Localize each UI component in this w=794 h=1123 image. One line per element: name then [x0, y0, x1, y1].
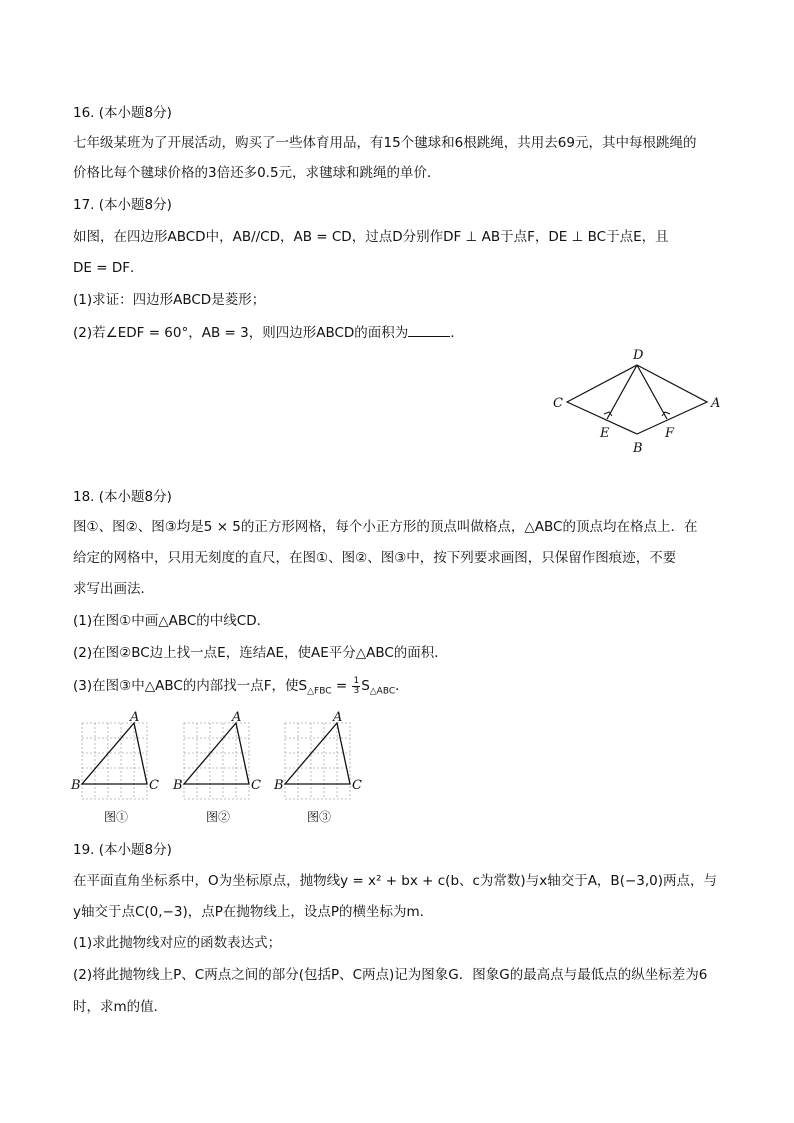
triangle-ABC-1: [82, 723, 147, 784]
q17-text-line2: DE = DF．: [73, 260, 144, 276]
label-A: A: [711, 396, 721, 411]
q17-part1: (1)求证：四边形ABCD是菱形；: [73, 292, 266, 308]
label-F: F: [665, 426, 675, 441]
q19-part2-line2: 时，求m的值．: [73, 999, 168, 1015]
fraction-numerator: 1: [353, 675, 360, 686]
grid-figure-3: [270, 708, 370, 828]
q16-header: 16. (本小题8分): [73, 105, 172, 121]
q19-part2-line1: (2)将此抛物线上P、C两点之间的部分(包括P、C两点)记为图象G．图象G的最高点与最低点的纵坐标差为6: [73, 967, 708, 983]
fraction-one-third: [352, 677, 360, 696]
label-C-2: C: [251, 778, 261, 793]
grid-figure-1: [68, 708, 168, 828]
q16-text-line2: 价格比每个毽球价格的3倍还多0.5元，求毽球和跳绳的单价．: [73, 165, 441, 181]
label-B-1: B: [71, 778, 81, 793]
q17-part2: [73, 322, 464, 343]
equals-sign: =: [331, 678, 352, 694]
q17-header: 17. (本小题8分): [73, 197, 172, 213]
q18-part1: (1)在图①中画△ABC的中线CD．: [73, 613, 271, 629]
answer-blank: [408, 322, 450, 337]
q18-part3-end: ．: [395, 678, 409, 694]
caption-fig3: 图③: [307, 810, 332, 824]
fraction-denominator: 3: [353, 685, 360, 696]
q19-text-line2: y轴交于点C(0,−3)，点P在抛物线上，设点P的横坐标为m．: [73, 904, 434, 920]
triangle-ABC-2: [184, 723, 249, 784]
grid-figure-2: [170, 708, 270, 828]
q18-part3: [73, 676, 409, 702]
label-B-2: B: [173, 778, 183, 793]
caption-fig1: 图①: [104, 810, 129, 824]
label-A-1: A: [130, 710, 140, 725]
q19-part1: (1)求此抛物线对应的函数表达式；: [73, 935, 282, 951]
q18-part3-text: (3)在图③中△ABC的内部找一点F，使S: [73, 678, 308, 694]
q18-text-line1: 图①、图②、图③均是5 × 5的正方形网格，每个小正方形的顶点叫做格点，△ABC的顶点均在格点上．在: [73, 519, 698, 535]
triangle-ABC-3: [285, 723, 350, 784]
label-C-3: C: [352, 778, 362, 793]
q19-header: 19. (本小题8分): [73, 842, 172, 858]
q17-text-line1: 如图，在四边形ABCD中，AB//CD，AB = CD，过点D分别作DF ⊥ AB于点F，DE ⊥ BC于点E，且: [73, 229, 669, 245]
label-A-2: A: [232, 710, 242, 725]
q17-part2-text: (2)若∠EDF = 60°，AB = 3，则四边形ABCD的面积为: [73, 325, 409, 341]
q18-header: 18. (本小题8分): [73, 489, 172, 505]
label-C: C: [553, 396, 563, 411]
label-B: B: [633, 441, 643, 456]
q18-text-line2: 给定的网格中，只用无刻度的直尺，在图①、图②、图③中，按下列要求画图，只保留作图痕迹，不要: [73, 550, 677, 566]
q17-part2-end: ．: [450, 325, 464, 341]
rhombus-ABCD: [567, 365, 707, 434]
area-symbol: S: [361, 678, 370, 694]
label-C-1: C: [149, 778, 159, 793]
rhombus-figure: [550, 342, 730, 457]
label-E: E: [600, 426, 610, 441]
label-D: D: [633, 348, 644, 363]
q19-text-line1: 在平面直角坐标系中，O为坐标原点，抛物线y = x² + bx + c(b、c为常数)与x轴交于A，B(−3,0)两点，与: [73, 873, 718, 889]
q16-text-line1: 七年级某班为了开展活动，购买了一些体育用品，有15个毽球和6根跳绳，共用去69元，其中每根跳绳的: [73, 135, 697, 151]
label-B-3: B: [274, 778, 284, 793]
subscript-abc: △ABC: [369, 686, 396, 697]
label-A-3: A: [333, 710, 343, 725]
q18-part2: (2)在图②BC边上找一点E，连结AE，使AE平分△ABC的面积．: [73, 645, 448, 661]
q18-text-line3: 求写出画法．: [73, 581, 154, 597]
caption-fig2: 图②: [206, 810, 231, 824]
subscript-fbc: △FBC: [307, 686, 332, 697]
